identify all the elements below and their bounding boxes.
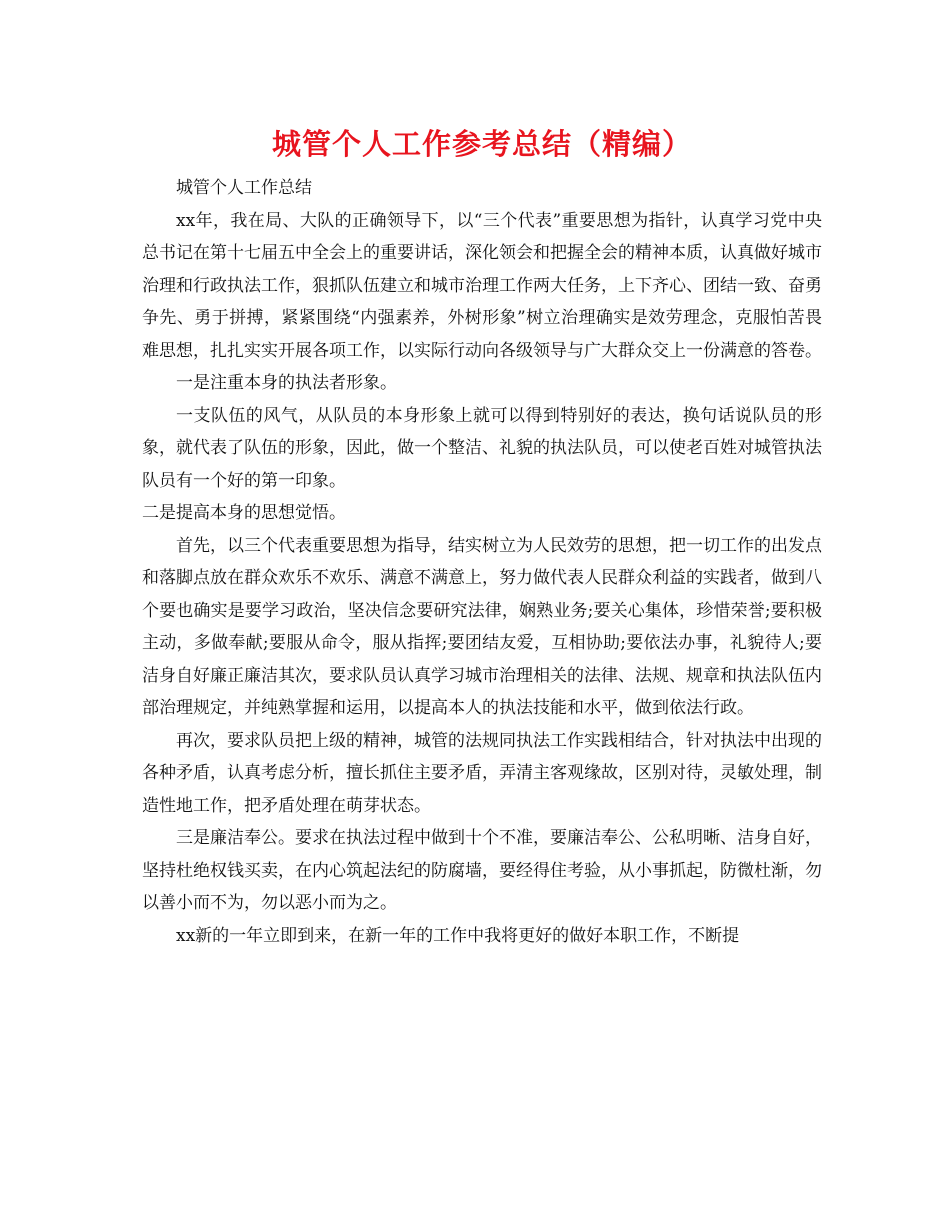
paragraph-point-two-heading: 二是提高本身的思想觉悟。 (142, 503, 346, 523)
paragraph-point-one-body: 一支队伍的风气，从队员的本身形象上就可以得到特别好的表达，换句话说队员的形象，就代表了队伍的形象，因此，做一个整洁、礼貌的执法队员，可以使老百姓对城管执法队员有一个好的第一印象。 (142, 405, 822, 491)
paragraph-point-one-heading: 一是注重本身的执法者形象。 (176, 373, 397, 393)
paragraph-point-two-first: 首先，以三个代表重要思想为指导，结实树立为人民效劳的思想，把一切工作的出发点和落脚点放在群众欢乐不欢乐、满意不满意上，努力做代表人民群众利益的实践者，做到八个要也确实是要学习政治，坚决信念要研究法律，娴熟业务;要关心集体，珍惜荣誉;要积极主动，多做奉献;要服从命令，服从指挥;要团结友爱，互相协助;要依法办事，礼貌待人;要洁身自好廉正廉洁其次，要求队员认真学习城市治理相关的法律、法规、规章和执法队伍内部治理规定，并纯熟掌握和运用，以提高本人的执法技能和水平，做到依法行政。 (142, 535, 822, 718)
paragraph-intro: xx年，我在局、大队的正确领导下，以“三个代表”重要思想为指针，认真学习党中央总书记在第十七届五中全会上的重要讲话，深化领会和把握全会的精神本质，认真做好城市治理和行政执法工作，狠抓队伍建立和城市治理工作两大任务，上下齐心、团结一致、奋勇争先、勇于拼搏，紧紧围绕“内强素养，外树形象”树立治理确实是效劳理念，克服怕苦畏难思想，扎扎实实开展各项工作，以实际行动向各级领导与广大群众交上一份满意的答卷。 (142, 210, 822, 361)
paragraph-point-two-next: 再次，要求队员把上级的精神，城管的法规同执法工作实践相结合，针对执法中出现的各种矛盾，认真考虑分析，擅长抓住主要矛盾，弄清主客观缘故，区别对待，灵敏处理，制造性地工作，把矛盾处理在萌芽状态。 (142, 730, 822, 816)
paragraph-closing: xx新的一年立即到来，在新一年的工作中我将更好的做好本职工作，不断提 (176, 925, 740, 946)
paragraph-subtitle: 城管个人工作总结 (176, 178, 312, 198)
paragraph-point-three: 三是廉洁奉公。要求在执法过程中做到十个不准，要廉洁奉公、公私明晰、洁身自好，坚持杜绝权钱买卖，在内心筑起法纪的防腐墙，要经得住考验，从小事抓起，防微杜渐，勿以善小而不为，勿以恶小而为之。 (142, 828, 822, 913)
document-content (142, 120, 822, 952)
document-title: 城管个人工作参考总结（精编） (271, 127, 692, 161)
